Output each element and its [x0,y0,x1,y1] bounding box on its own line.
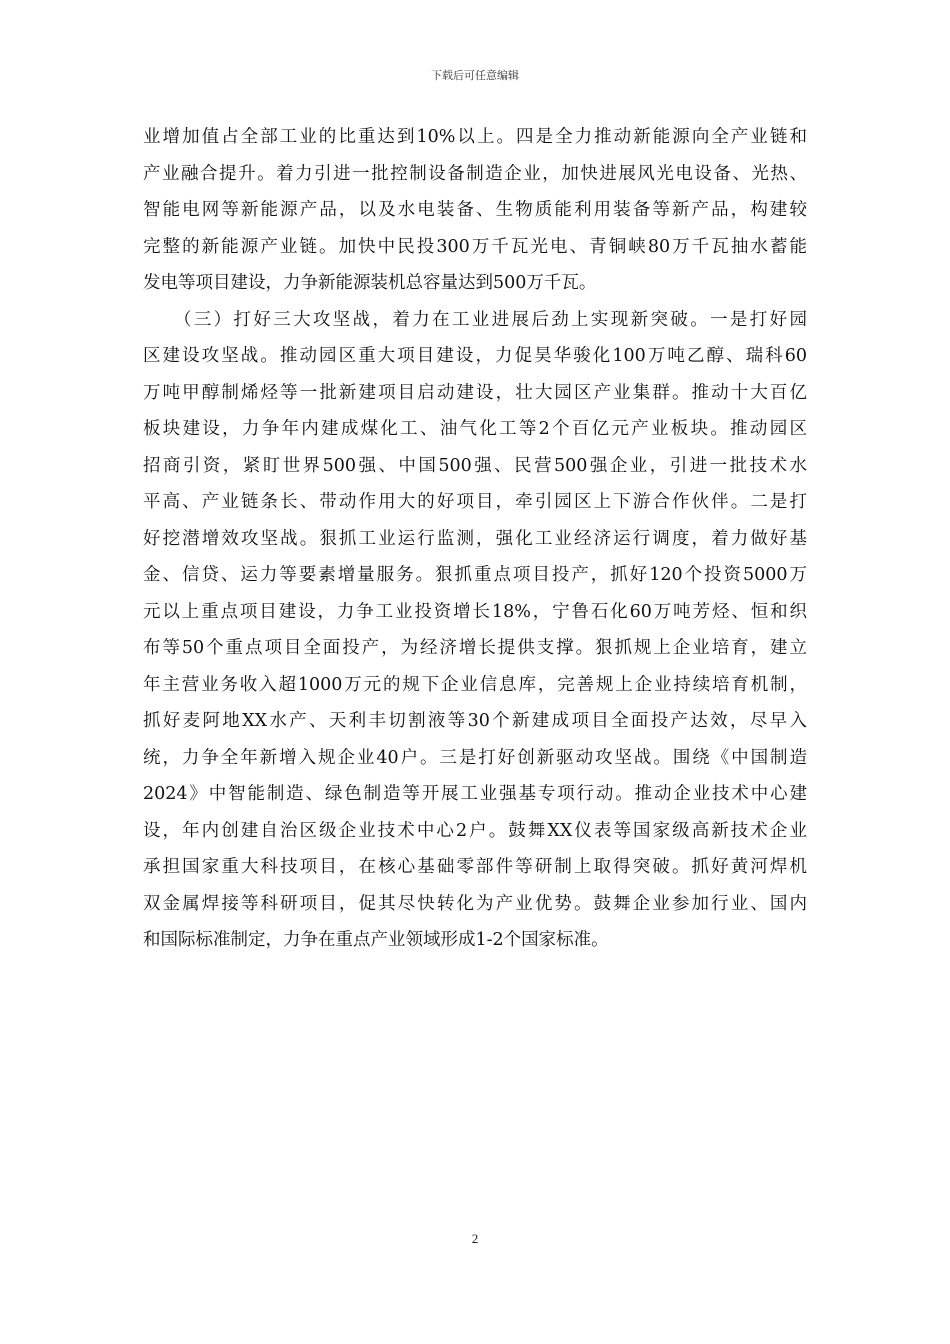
text-line: 布等50个重点项目全面投产，为经济增长提供支撑。狠抓规上企业培育，建立 [143,638,807,658]
text-line: 业增加值占全部工业的比重达到10%以上。四是全力推动新能源向全产业链和 [143,127,807,147]
text-line: 平高、产业链条长、带动作用大的好项目，牵引园区上下游合作伙伴。二是打 [143,492,807,512]
text-line: 年主营业务收入超1000万元的规下企业信息库，完善规上企业持续培育机制， [143,674,807,695]
text-line: 招商引资，紧盯世界500强、中国500强、民营500强企业，引进一批技术水 [143,455,807,476]
text-line: 万吨甲醇制烯烃等一批新建项目启动建设，壮大园区产业集群。推动十大百亿 [143,382,807,403]
text-line: 金、信贷、运力等要素增量服务。狠抓重点项目投产，抓好120个投资5000万 [143,565,807,585]
document-body [143,119,807,959]
text-line: 智能电网等新能源产品，以及水电装备、生物质能利用装备等新产品，构建较 [143,200,807,220]
text-line: 统，力争全年新增入规企业40户。三是打好创新驱动攻坚战。围绕《中国制造 [143,747,807,768]
text-line: 好挖潜增效攻坚战。狠抓工业运行监测，强化工业经济运行调度，着力做好基 [143,528,807,549]
text-line: 区建设攻坚战。推动园区重大项目建设，力促昊华骏化100万吨乙醇、瑞科60 [143,346,807,366]
page-number: 2 [471,1231,479,1246]
text-line: 产业融合提升。着力引进一批控制设备制造企业，加快进展风光电设备、光热、 [143,163,807,184]
text-line: 设，年内创建自治区级企业技术中心2户。鼓舞XX仪表等国家级高新技术企业 [143,820,807,841]
text-line: 承担国家重大科技项目，在核心基础零部件等研制上取得突破。抓好黄河焊机 [143,857,807,877]
text-line: 双金属焊接等科研项目，促其尽快转化为产业优势。鼓舞企业参加行业、国内 [143,893,807,914]
text-line: 和国际标准制定，力争在重点产业领域形成1-2个国家标准。 [143,930,609,950]
text-line: 抓好麦阿地XX水产、天利丰切割液等30个新建成项目全面投产达效，尽早入 [143,711,807,731]
text-line: 元以上重点项目建设，力争工业投资增长18%，宁鲁石化60万吨芳烃、恒和织 [143,601,807,622]
page-header: 下载后可任意编辑 [431,69,519,82]
text-line: 板块建设，力争年内建成煤化工、油气化工等2个百亿元产业板块。推动园区 [143,419,807,439]
text-line: 完整的新能源产业链。加快中民投300万千瓦光电、青铜峡80万千瓦抽水蓄能 [143,236,807,257]
text-line: 发电等项目建设，力争新能源装机总容量达到500万千瓦。 [143,273,597,293]
text-line: （三）打好三大攻坚战，着力在工业进展后劲上实现新突破。一是打好园 [143,309,807,330]
text-line: 2024》中智能制造、绿色制造等开展工业强基专项行动。推动企业技术中心建 [143,784,807,804]
